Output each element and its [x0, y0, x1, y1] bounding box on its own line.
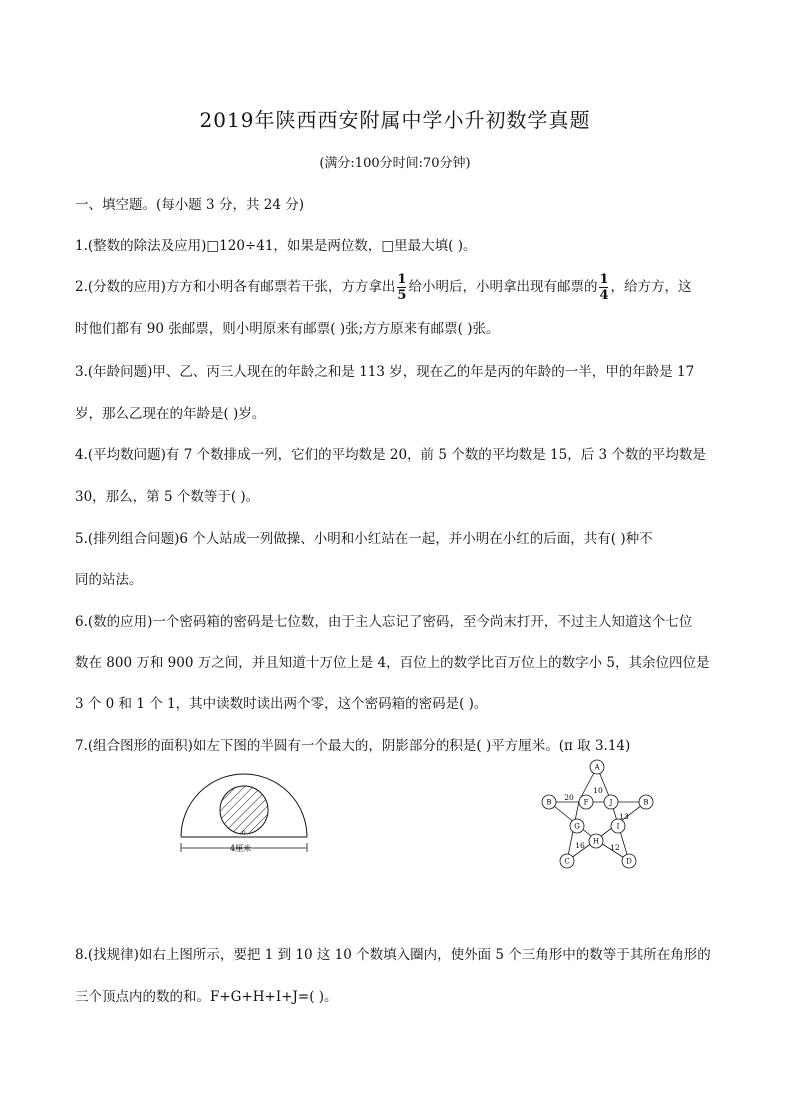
question-1: 1.(整数的除法及应用)□120÷41，如果是两位数，□里最大填( )。 — [75, 238, 477, 254]
triangle-value-top: 10 — [593, 786, 603, 795]
star-label-d: D — [626, 857, 632, 866]
question-3-line-2: 岁，那么乙现在的年龄是( )岁。 — [75, 406, 266, 422]
center-mark: o — [242, 829, 246, 836]
fraction-one-quarter: $\frac{1}{4}$ — [599, 272, 609, 303]
question-2-text-a: 2.(分数的应用)方方和小明各有邮票若干张，方方拿出 — [75, 279, 396, 295]
question-2-line-2: 时他们都有 90 张邮票，则小明原来有邮票( )张;方方原来有邮票( )张。 — [75, 321, 500, 337]
semicircle-figure — [176, 770, 316, 860]
question-4-line-1: 4.(平均数问题)有 7 个数排成一列，它们的平均数是 20，前 5 个数的平均数是 15，后 3 个数的平均数是 — [75, 447, 706, 463]
question-2-line-1 — [75, 273, 692, 302]
triangle-value-left: 20 — [564, 793, 574, 802]
question-2-text-c: ，给方方，这 — [610, 279, 692, 295]
exam-info: (满分:100分时间:70分钟) — [319, 156, 471, 171]
section-heading: 一、填空题。(每小题 3 分，共 24 分) — [75, 197, 304, 213]
fraction-one-fifth: $\frac{1}{5}$ — [397, 272, 407, 303]
star-label-i: I — [616, 822, 620, 831]
star-label-h: H — [592, 837, 600, 846]
question-8-line-1: 8.(找规律)如右上图所示，要把 1 到 10 这 10 个数填入圈内，使外面 5 个三角形中的数等于其所在角形的 — [75, 947, 711, 963]
question-5-line-1: 5.(排列组合问题)6 个人站成一列做操、小明和小红站在一起，并小明在小红的后面，共有( )种不 — [75, 531, 653, 547]
star-label-c: C — [564, 857, 570, 866]
star-figure — [534, 756, 664, 874]
shaded-circle — [220, 786, 268, 834]
star-label-b-left: B — [546, 798, 552, 807]
star-label-b-right: B — [643, 798, 649, 807]
question-5-line-2: 同的站法。 — [75, 572, 143, 588]
star-label-j: J — [609, 798, 613, 807]
question-7: 7.(组合图形的面积)如左下图的半圆有一个最大的，阴影部分的积是( )平方厘米。(π 取 3.14) — [75, 738, 631, 754]
star-label-g: G — [574, 822, 580, 831]
question-8-line-2: 三个顶点内的数的和。F+G+H+I+J=( )。 — [75, 989, 338, 1005]
question-3-line-1: 3.(年龄问题)甲、乙、丙三人现在的年龄之和是 113 岁，现在乙的年是丙的年龄的一半，甲的年龄是 17 — [75, 364, 695, 380]
star-label-f: F — [583, 798, 589, 807]
question-6-line-3: 3 个 0 和 1 个 1，其中读数时读出两个零，这个密码箱的密码是( )。 — [75, 696, 488, 712]
dimension-label: 4厘米 — [230, 844, 252, 853]
triangle-value-right: 13 — [619, 812, 629, 821]
triangle-value-bottom-left: 16 — [575, 841, 585, 850]
question-6-line-2: 数在 800 万和 900 万之间，并且知道十万位上是 4，百位上的数学比百万位上的数字小 5，其余位四位是 — [75, 655, 710, 671]
star-label-a: A — [594, 763, 600, 772]
question-6-line-1: 6.(数的应用)一个密码箱的密码是七位数，由于主人忘记了密码，至今尚末打开，不过主人知道这个七位 — [75, 614, 693, 630]
page-title: 2019年陕西西安附属中学小升初数学真题 — [199, 108, 591, 132]
question-4-line-2: 30，那么，第 5 个数等于( )。 — [75, 489, 260, 505]
triangle-value-bottom-right: 12 — [610, 843, 620, 852]
question-2-text-b: 给小明后，小明拿出现有邮票的 — [408, 279, 598, 295]
